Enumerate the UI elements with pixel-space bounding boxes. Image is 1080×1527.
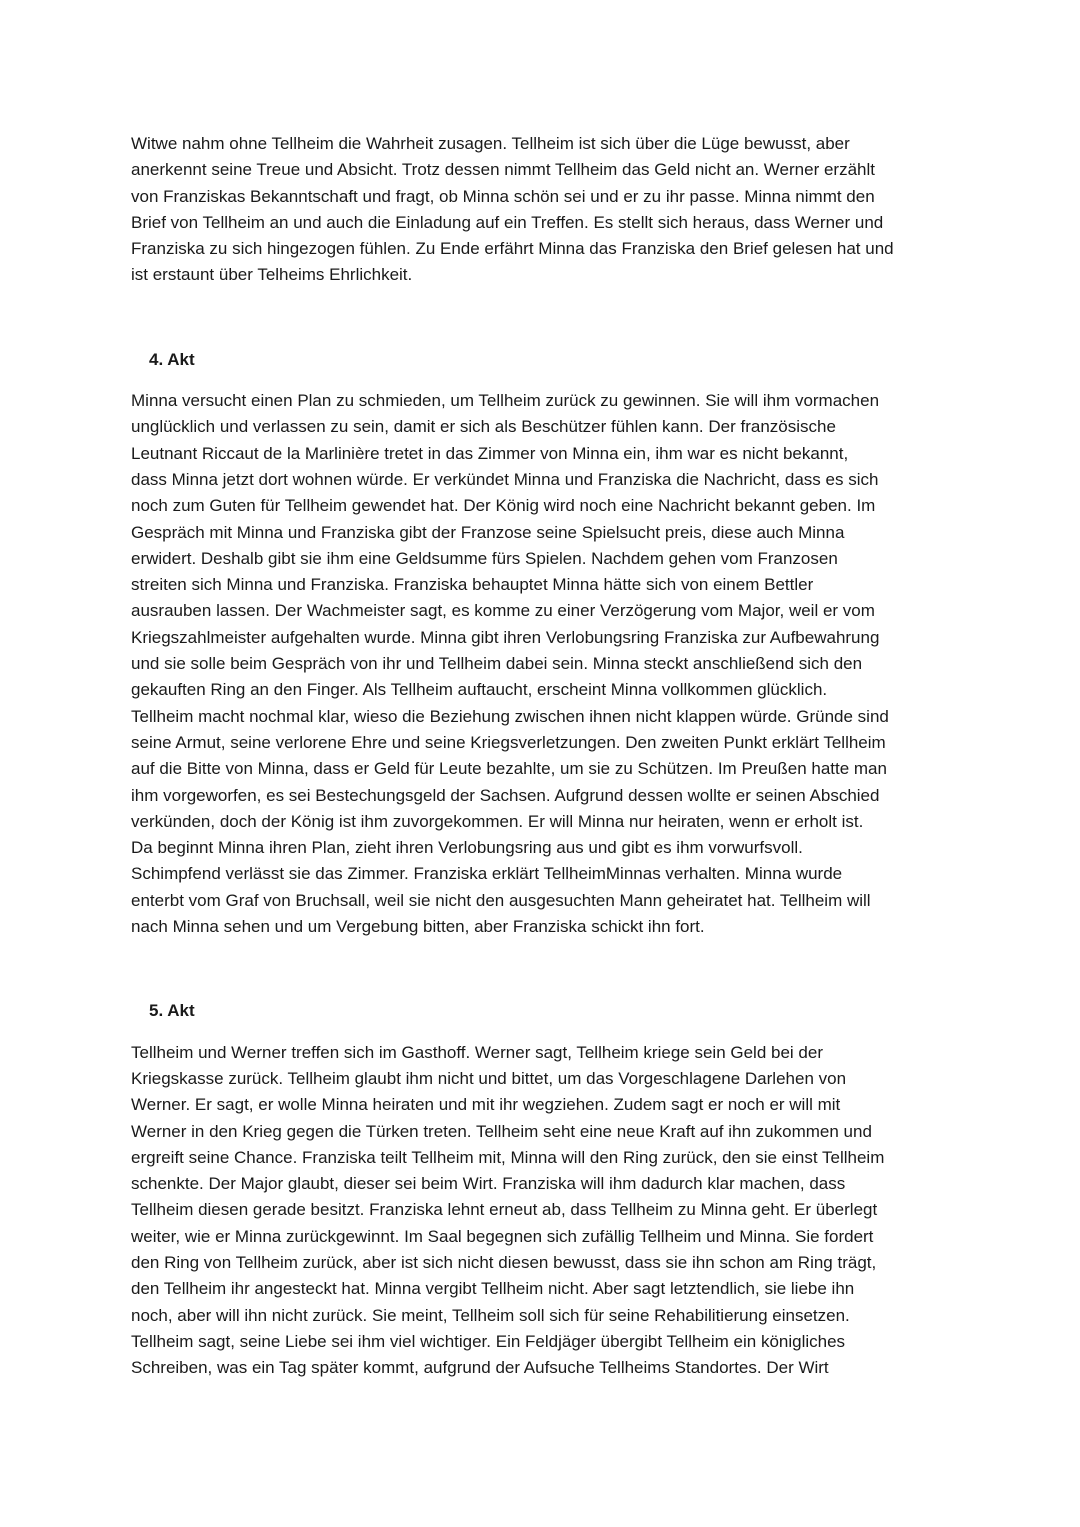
- paragraph-act-5: Tellheim und Werner treffen sich im Gasthoff. Werner sagt, Tellheim kriege sein Geld bei der Kriegskasse zurück. Tellheim glaubt ihm nicht und bittet, um das Vorgeschlagene Darlehen von Werner. Er sagt, er wolle Minna heiraten und mit ihr wegziehen. Zudem sagt er noch er will mit Werner in den Krieg gegen die Türken treten. Tellheim seht eine neue Kraft auf ihn zukommen und ergreift seine Chance. Franziska teilt Tellheim mit, Minna will den Ring zurück, den sie einst Tellheim schenkte. Der Major glaubt, dieser sei beim Wirt. Franziska will ihm dadurch klar machen, dass Tellheim diesen gerade besitzt. Franziska lehnt erneut ab, dass Tellheim zu Minna geht. Er überlegt weiter, wie er Minna zurückgewinnt. Im Saal begegnen sich zufällig Tellheim und Minna. Sie fordert den Ring von Tellheim zurück, aber ist sich nicht diesen bewusst, dass sie ihn schon am Ring trägt, den Tellheim ihr angesteckt hat. Minna vergibt Tellheim nicht. Aber sagt letztendlich, sie liebe ihn noch, aber will ihn nicht zurück. Sie meint, Tellheim soll sich für seine Rehabilitierung einsetzen. Tellheim sagt, seine Liebe sei ihm viel wichtiger. Ein Feldjäger übergibt Tellheim ein königliches Schreiben, was ein Tag später kommt, aufgrund der Aufsuche Tellheims Standortes. Der Wirt: [131, 1042, 885, 1378]
- heading-act-4: 4. Akt: [149, 349, 195, 369]
- paragraph-act-4: Minna versucht einen Plan zu schmieden, um Tellheim zurück zu gewinnen. Sie will ihm vormachen unglücklich und verlassen zu sein, damit er sich als Beschützer fühlen kann. Der französische Leutnant Riccaut de la Marlinière tretet in das Zimmer von Minna ein, ihm war es nicht bekannt, dass Minna jetzt dort wohnen würde. Er verkündet Minna und Franziska die Nachricht, dass es sich noch zum Guten für Tellheim gewendet hat. Der König wird noch eine Nachricht bekannt geben. Im Gespräch mit Minna und Franziska gibt der Franzose seine Spielsucht preis, diese auch Minna erwidert. Deshalb gibt sie ihm eine Geldsumme fürs Spielen. Nachdem gehen vom Franzosen streiten sich Minna und Franziska. Franziska behauptet Minna hätte sich von einem Bettler ausrauben lassen. Der Wachmeister sagt, es komme zu einer Verzögerung vom Major, weil er vom Kriegszahlmeister aufgehalten wurde. Minna gibt ihren Verlobungsring Franziska zur Aufbewahrung und sie solle beim Gespräch von ihr und Tellheim dabei sein. Minna steckt anschließend sich den gekauften Ring an den Finger. Als Tellheim auftaucht, erscheint Minna vollkommen glücklich. Tellheim macht nochmal klar, wieso die Beziehung zwischen ihnen nicht klappen würde. Gründe sind seine Armut, seine verlorene Ehre und seine Kriegsverletzungen. Den zweiten Punkt erklärt Tellheim auf die Bitte von Minna, dass er Geld für Leute bezahlte, um sie zu Schützen. Im Preußen hatte man ihm vorgeworfen, es sei Bestechungsgeld der Sachsen. Aufgrund dessen wollte er seinen Abschied verkünden, doch der König ist ihm zuvorgekommen. Er will Minna nur heiraten, wenn er erholt ist. Da beginnt Minna ihren Plan, zieht ihren Verlobungsring aus und gibt es ihm vorwurfsvoll. Schimpfend verlässt sie das Zimmer. Franziska erklärt TellheimMinnas verhalten. Minna wurde enterbt vom Graf von Bruchsall, weil sie nicht den ausgesuchten Mann geheiratet hat. Tellheim will nach Minna sehen und um Vergebung bitten, aber Franziska schickt ihn fort.: [131, 391, 889, 937]
- document-body: [131, 131, 961, 1381]
- paragraph-act3-end: Witwe nahm ohne Tellheim die Wahrheit zusagen. Tellheim ist sich über die Lüge bewusst, aber anerkennt seine Treue und Absicht. Trotz dessen nimmt Tellheim das Geld nicht an. Werner erzählt von Franziskas Bekanntschaft und fragt, ob Minna schön sei und er zu ihr passe. Minna nimmt den Brief von Tellheim an und auch die Einladung auf ein Treffen. Es stellt sich heraus, dass Werner und Franziska zu sich hingezogen fühlen. Zu Ende erfährt Minna das Franziska den Brief gelesen hat und ist erstaunt über Telheims Ehrlichkeit.: [131, 134, 894, 285]
- heading-act-5: 5. Akt: [149, 1001, 195, 1021]
